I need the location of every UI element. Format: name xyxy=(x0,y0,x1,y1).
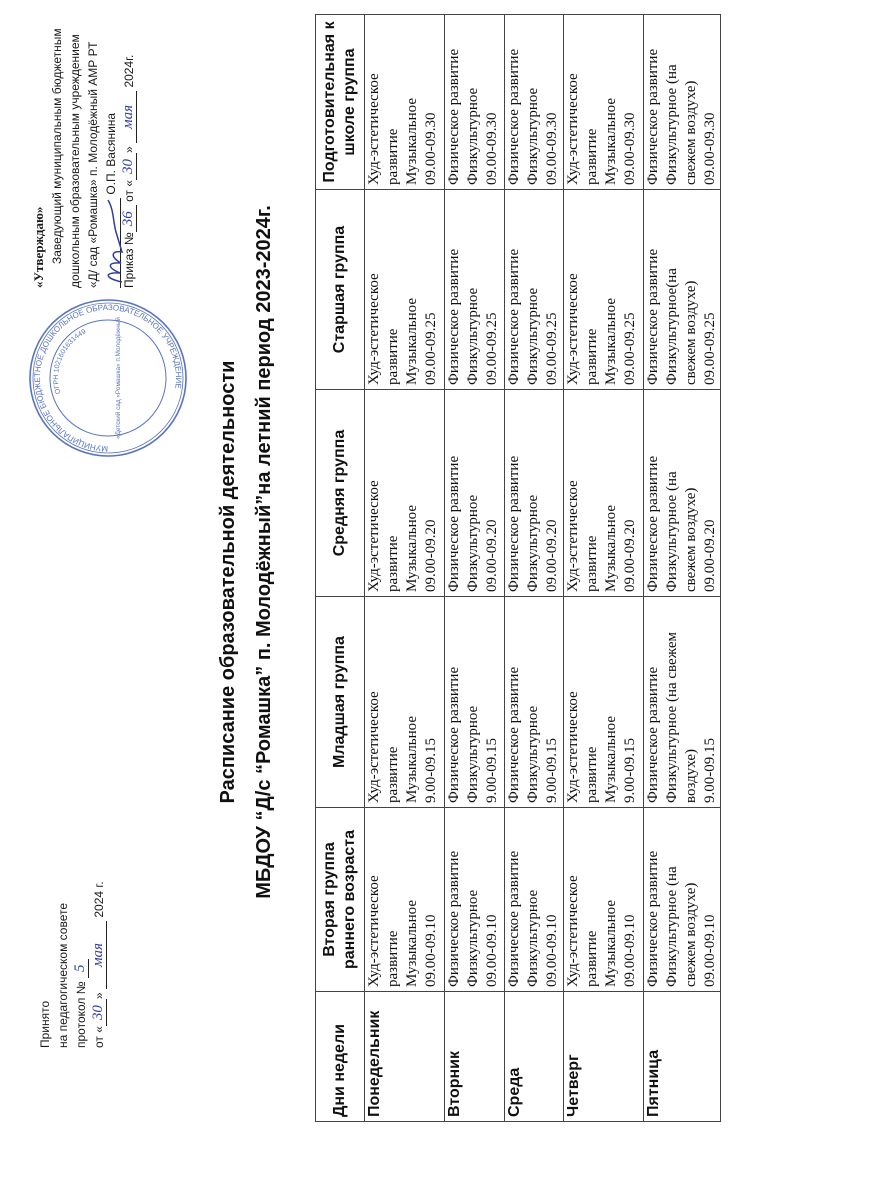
order-day-handwritten: 30 xyxy=(120,153,137,180)
cell-line: Худ-эстетическое xyxy=(565,691,581,803)
cell-line: свежем воздухе) xyxy=(683,80,699,185)
protocol-prefix: протокол № xyxy=(74,981,88,1048)
order-number-handwritten: 36 xyxy=(120,205,137,232)
cell-line: Музыкальное xyxy=(603,297,619,385)
director-name: О.П. Васянина xyxy=(104,112,118,195)
cell-line: 09.00-09.20 xyxy=(622,519,638,592)
schedule-cell xyxy=(505,808,564,992)
accepted-line: Принято xyxy=(38,1000,52,1048)
schedule-cell xyxy=(365,15,445,190)
table-row xyxy=(564,15,644,1122)
cell-line: 09.00-09.10 xyxy=(544,914,560,987)
cell-line: Физическое развитие xyxy=(645,455,661,592)
cell-line: свежем воздухе) xyxy=(683,882,699,987)
page-subtitle: МБДОУ “Д/с “Ромашка” п. Молодёжный”на летний период 2023-2024г. xyxy=(253,205,275,899)
schedule-cell xyxy=(644,597,721,808)
cell-line: 09.00-09.25 xyxy=(544,312,560,385)
cell-line: Худ-эстетическое xyxy=(366,273,382,385)
cell-line: развитие xyxy=(584,930,600,987)
cell-line: Физкультурное xyxy=(525,889,541,987)
cell-line: Худ-эстетическое xyxy=(366,875,382,987)
cell-line: 09.00-09.30 xyxy=(544,112,560,185)
schedule-cell xyxy=(445,808,505,992)
order-mid: » xyxy=(122,146,136,153)
cell-line: Худ-эстетическое xyxy=(366,691,382,803)
cell-line: 09.00-09.30 xyxy=(622,112,638,185)
schedule-cell xyxy=(365,390,445,597)
protocol-line xyxy=(72,881,90,1048)
stamp-outer-text: МУНИЦИПАЛЬНОЕ БЮДЖЕТНОЕ ДОШКОЛЬНОЕ ОБРАЗОВАТЕЛЬНОЕ УЧРЕЖДЕНИЕ xyxy=(32,302,184,454)
cell-line: Физическое развитие xyxy=(446,455,462,592)
cell-line: Музыкальное xyxy=(603,97,619,185)
schedule-cell xyxy=(365,597,445,808)
order-month-handwritten: мая xyxy=(120,91,137,143)
cell-line: Физическое развитие xyxy=(446,850,462,987)
table-row xyxy=(505,15,564,1122)
cell-line: Музыкальное xyxy=(404,97,420,185)
date-year: 2024 г. xyxy=(92,881,106,918)
cell-line: Физическое развитие xyxy=(446,48,462,185)
cell-line: 9.00-09.15 xyxy=(702,738,718,803)
schedule-cell xyxy=(564,390,644,597)
accepted-date-line xyxy=(90,881,108,1048)
schedule-cell xyxy=(505,390,564,597)
cell-line: Музыкальное xyxy=(404,504,420,592)
cell-line: Худ-эстетическое xyxy=(366,480,382,592)
cell-line: Физическое развитие xyxy=(645,248,661,385)
cell-line: 09.00-09.30 xyxy=(423,112,439,185)
cell-line: развитие xyxy=(385,328,401,385)
table-row xyxy=(445,15,505,1122)
cell-line: Музыкальное xyxy=(603,899,619,987)
column-header: Младшая группа xyxy=(316,597,365,808)
cell-line: Музыкальное xyxy=(404,297,420,385)
schedule-cell xyxy=(445,597,505,808)
schedule-cell xyxy=(564,190,644,390)
day-name: Пятница xyxy=(644,992,721,1122)
cell-line: 09.00-09.25 xyxy=(702,312,718,385)
schedule-cell xyxy=(644,808,721,992)
cell-line: 09.00-09.20 xyxy=(702,519,718,592)
date-mid: » xyxy=(92,992,106,1000)
cell-line: 09.00-09.20 xyxy=(423,519,439,592)
column-header: Вторая группа раннего возраста xyxy=(316,808,365,992)
svg-text:ОГРН 1021601631449 xyxy=(53,328,87,394)
cell-line: Физическое развитие xyxy=(645,666,661,803)
cell-line: Физкультурное(на xyxy=(664,268,680,385)
cell-line: Физическое развитие xyxy=(506,850,522,987)
page-title: Расписание образовательной деятельности xyxy=(217,360,239,804)
cell-line: Худ-эстетическое xyxy=(366,73,382,185)
cell-line: Физическое развитие xyxy=(506,248,522,385)
cell-line: Физкультурное xyxy=(525,87,541,185)
cell-line: 09.00-09.25 xyxy=(484,312,500,385)
cell-line: Физическое развитие xyxy=(506,455,522,592)
day-name: Понедельник xyxy=(365,992,445,1122)
cell-line: Физическое развитие xyxy=(446,666,462,803)
schedule-cell xyxy=(445,15,505,190)
order-from: от « xyxy=(122,179,136,202)
cell-line: 9.00-09.15 xyxy=(484,738,500,803)
cell-line: 9.00-09.15 xyxy=(544,738,560,803)
official-stamp-icon xyxy=(28,298,188,458)
cell-line: развитие xyxy=(385,746,401,803)
cell-line: свежем воздухе) xyxy=(683,487,699,592)
cell-line: развитие xyxy=(385,128,401,185)
cell-line: 09.00-09.10 xyxy=(484,914,500,987)
accepted-block xyxy=(36,881,108,1048)
schedule-cell xyxy=(505,597,564,808)
schedule-cell xyxy=(564,808,644,992)
cell-line: Физкультурное (на xyxy=(664,866,680,987)
cell-line: Физкультурное xyxy=(465,287,481,385)
cell-line: Физкультурное (на свежем xyxy=(664,631,680,803)
cell-line: Физкультурное xyxy=(525,287,541,385)
order-year: 2024г. xyxy=(122,54,136,88)
cell-line: Физическое развитие xyxy=(506,48,522,185)
accepted-council: на педагогическом совете xyxy=(56,902,70,1048)
schedule-cell xyxy=(505,190,564,390)
cell-line: 09.00-09.20 xyxy=(544,519,560,592)
cell-line: развитие xyxy=(584,535,600,592)
cell-line: Физическое развитие xyxy=(645,48,661,185)
approved-heading: «Утверждаю» xyxy=(31,206,46,288)
day-name: Вторник xyxy=(445,992,505,1122)
cell-line: Худ-эстетическое xyxy=(565,73,581,185)
cell-line: 09.00-09.30 xyxy=(484,112,500,185)
cell-line: Худ-эстетическое xyxy=(565,273,581,385)
cell-line: Физкультурное (на xyxy=(664,471,680,592)
cell-line: Физическое развитие xyxy=(506,666,522,803)
cell-line: развитие xyxy=(584,128,600,185)
cell-line: воздухе) xyxy=(683,748,699,803)
column-header: Старшая группа xyxy=(316,190,365,390)
cell-line: 09.00-09.10 xyxy=(423,914,439,987)
schedule-cell xyxy=(365,190,445,390)
cell-line: Музыкальное xyxy=(404,899,420,987)
cell-line: свежем воздухе) xyxy=(683,280,699,385)
schedule-cell xyxy=(505,15,564,190)
cell-line: Худ-эстетическое xyxy=(565,875,581,987)
cell-line: Музыкальное xyxy=(404,715,420,803)
cell-line: 9.00-09.15 xyxy=(423,738,439,803)
schedule-cell xyxy=(365,808,445,992)
cell-line: Музыкальное xyxy=(603,715,619,803)
order-prefix: Приказ № xyxy=(122,232,136,288)
schedule-cell xyxy=(644,15,721,190)
cell-line: 09.00-09.25 xyxy=(423,312,439,385)
cell-line: 09.00-09.20 xyxy=(484,519,500,592)
cell-line: 9.00-09.15 xyxy=(622,738,638,803)
schedule-cell xyxy=(564,597,644,808)
cell-line: Физкультурное xyxy=(465,889,481,987)
table-row xyxy=(644,15,721,1122)
date-from: от « xyxy=(92,1026,106,1048)
cell-line: Физкультурное xyxy=(465,494,481,592)
protocol-number-handwritten: 5 xyxy=(72,959,89,979)
cell-line: Физкультурное (на xyxy=(664,64,680,185)
schedule-cell xyxy=(644,390,721,597)
table-row xyxy=(365,15,445,1122)
schedule-table xyxy=(315,14,721,1122)
stamp-ogrn: ОГРН 1021601631449 xyxy=(52,328,88,395)
day-name: Среда xyxy=(505,992,564,1122)
day-name: Четверг xyxy=(564,992,644,1122)
cell-line: Физкультурное xyxy=(525,494,541,592)
cell-line: Физкультурное xyxy=(465,705,481,803)
column-header: Дни недели xyxy=(316,992,365,1122)
date-month-handwritten: мая xyxy=(90,921,107,989)
approved-institution-name: «Д/ сад «Ромашка» п. Молодёжный АМР РТ xyxy=(86,41,100,288)
date-day-handwritten: 30 xyxy=(90,999,107,1026)
cell-line: Физкультурное xyxy=(465,87,481,185)
schedule-cell xyxy=(644,190,721,390)
cell-line: развитие xyxy=(385,535,401,592)
column-header: Подготовительная к школе группа xyxy=(316,15,365,190)
approved-position: Заведующий муниципальным бюджетным xyxy=(50,28,64,264)
table-header-row xyxy=(316,15,365,1122)
signature-icon xyxy=(100,196,126,288)
cell-line: Худ-эстетическое xyxy=(565,480,581,592)
cell-line: 09.00-09.25 xyxy=(622,312,638,385)
cell-line: Физическое развитие xyxy=(645,850,661,987)
approved-institution: дошкольным образовательным учреждением xyxy=(68,34,82,288)
cell-line: 09.00-09.30 xyxy=(702,112,718,185)
cell-line: 09.00-09.10 xyxy=(702,914,718,987)
cell-line: Физкультурное xyxy=(525,705,541,803)
cell-line: 09.00-09.10 xyxy=(622,914,638,987)
column-header: Средняя группа xyxy=(316,390,365,597)
cell-line: Физическое развитие xyxy=(446,248,462,385)
cell-line: Музыкальное xyxy=(603,504,619,592)
cell-line: развитие xyxy=(385,930,401,987)
schedule-cell xyxy=(445,190,505,390)
schedule-cell xyxy=(445,390,505,597)
schedule-cell xyxy=(564,15,644,190)
cell-line: развитие xyxy=(584,746,600,803)
cell-line: развитие xyxy=(584,328,600,385)
stamp-inner-text: «Детский сад «Ромашка» п.Молодёжный xyxy=(115,317,122,439)
